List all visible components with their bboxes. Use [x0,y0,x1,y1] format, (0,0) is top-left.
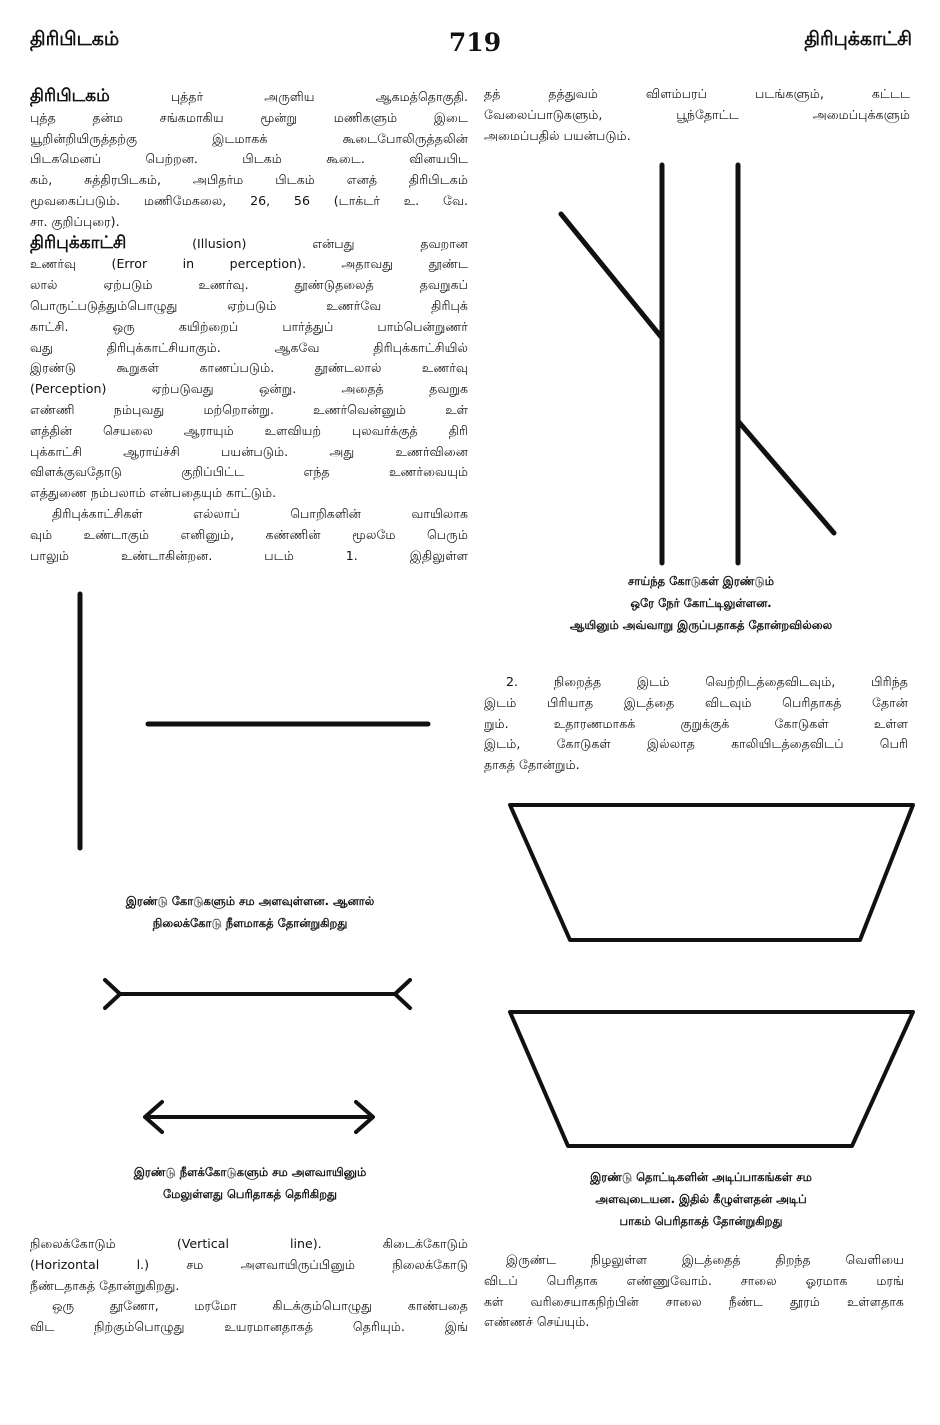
entry-text-line: உணர்வு (Error in perception). அதாவது தூண்ட [30,256,468,272]
entry-text-line: திரிபுக்காட்சிகள் எல்லாப் பொறிகளின் வாயிலாக [52,505,468,521]
entry-text-line: (Perception) ஏற்படுவது ஒன்று. அதைத் தவறுக [30,381,468,397]
upper-left-fins [105,980,120,1008]
lower-slanted-line [738,421,834,533]
entry-text-line: பொருட்படுத்தும்பொழுது ஏற்படும் உணர்வே திரிபுக் [30,297,468,313]
entry-text-line: புக்காட்சி ஆராய்ச்சி பயன்படும். அது உணர்வினை [30,443,468,459]
figure-trapezoids [510,805,913,1146]
figure-caption-arrows: இரண்டு நீளக்கோடுகளும் சம அளவாயினும் மேலுள்ளது பெரிதாகத் தெரிகிறது [133,1165,367,1201]
entry-text-line: மூவகைப்படும். மணிமேகலை, 26, 56 (டாக்டர் உ. வே. [30,192,468,208]
body-text-line: அமைப்பதில் பயன்படும். [484,127,631,143]
entry-text-line: காட்சி. ஒரு கயிற்றைப் பார்த்துப் பாம்பென்றுணர் [30,318,468,334]
entry-text-line: லால் ஏற்படும் உணர்வு. தூண்டுதலைத் தவறுகப் [30,277,468,293]
upper-slanted-line [561,214,662,338]
body-text-line: கள் வரிசையாகநிற்பின் சாலை நீண்ட தூரம் உள்ளதாக [484,1293,904,1309]
entry-text-line: ளத்தின் செயலை ஆராயும் உளவியற் புலவர்க்குத் திரி [30,422,468,438]
figure-slanted-lines [561,165,834,563]
body-text-line: ஒரு தூணோ, மரமோ கிடக்கும்பொழுது காண்பதை [52,1298,468,1314]
figure-caption-trapezoids: இரண்டு தொட்டிகளின் அடிப்பாகங்கள் சம அளவுடையன. இதில் கீழுள்ளதன் அடிப் பாகம் பெரிதாகத் தோன்றுகிறது [590,1170,812,1228]
upper-right-fins [395,980,410,1008]
body-text-line: இடம் பிரியாத இடத்தை விடவும் பெரிதாகத் தோன் [484,694,908,710]
body-text-line: 2. நிறைத்த இடம் வெற்றிடத்தைவிடவும், பிரிந்த [506,674,908,689]
figure-caption-slanted-lines: சாய்ந்த கோடுகள் இரண்டும் ஒரே நேர் கோட்டிலுள்ளன. ஆயினும் அவ்வாறு இருப்பதாகத் தோன்றவில்லை [569,574,833,632]
point-number: 2. [506,674,519,689]
body-text-line: இடம், கோடுகள் இல்லாத காலியிடத்தைவிடப் பெரி [484,736,908,752]
entry-text-line: புத்த தன்ம சங்கமாகிய மூன்று மணிகளும் இடை [30,109,468,125]
entry-illusion-line: திரிபுக்காட்சி (Illusion) என்பது தவறான [30,232,468,253]
entry-text-line: சா. குறிப்புரை). [30,213,120,229]
figure-caption-vertical-horizontal: இரண்டு கோடுகளும் சம அளவுள்ளன. ஆனால் நிலைக்கோடு நீளமாகத் தோன்றுகிறது [125,894,375,930]
body-text-line: தத் தத்துவம் விளம்பரப் படங்களும், கட்டட [484,86,910,101]
entry-text-line: எத்துணை நம்பலாம் என்பதையும் காட்டும். [30,485,277,501]
body-text-line: (Horizontal l.) சம அளவாயிருப்பினும் நிலைக்கோடு [30,1256,468,1272]
entry-text-line: இரண்டு கூறுகள் காணப்படும். தூண்டலால் உணர்வு [30,360,468,376]
running-head-left: திரிபிடகம் [30,28,120,50]
entry-text-line: பிடகமெனப் பெற்றன. பிடகம் கூடை. வினயபிட [30,151,468,167]
entry-text-line: எண்ணி நம்புவது மற்றொன்று. உணர்வென்னும் உள் [30,401,468,417]
running-head-right: திரிபுக்காட்சி [804,28,912,50]
lower-trapezoid [510,1012,913,1146]
body-text-line: றும். உதாரணமாகக் குறுக்குக் கோடுகள் உள்ள [484,715,908,731]
upper-trapezoid [510,805,913,940]
body-text-line: இருண்ட நிழலுள்ள இடத்தைத் திறந்த வெளியை [506,1252,904,1267]
entry-text-line: வும் உண்டாகும் எனினும், கண்ணின் மூலமே பெரும் [30,526,468,542]
body-text-line: விட நிற்கும்பொழுது உயரமானதாகத் தெரியும். இங் [30,1319,468,1335]
body-text-line: விடப் பெரிதாக எண்ணுவோம். சாலை ஓரமாக மரங் [484,1272,904,1288]
figure-vertical-horizontal [80,594,428,848]
entry-text-line: கம், சுத்திரபிடகம், அபிதர்ம பிடகம் எனத் திரிபிடகம் [30,172,468,188]
body-text-line: தாகத் தோன்றும். [484,757,580,773]
page-number: 719 [448,28,502,57]
body-text-line: எண்ணச் செய்யும். [484,1314,590,1330]
entry-term-illusion: திரிபுக்காட்சி [30,232,127,253]
entry-tripitaka-line: திரிபிடகம் புத்தர் அருளிய ஆகமத்தொகுதி. [30,86,468,106]
entry-text-line: பாலும் உண்டாகின்றன. படம் 1. இதிலுள்ள [30,547,468,563]
entry-text-line: வது திரிபுக்காட்சியாகும். ஆகவே திரிபுக்காட்சியில் [30,339,468,355]
entry-text-line: விளக்குவதோடு குறிப்பிட்ட எந்த உணர்வையும் [30,464,468,480]
body-text-line: வேலைப்பாடுகளும், பூந்தோட்ட அமைப்புக்களும் [484,106,910,122]
body-text-line: நீண்டதாகத் தோன்றுகிறது. [30,1277,180,1293]
figure-muller-lyer [105,980,410,1132]
entry-text-line: யூறின்றியிருத்தற்கு இடமாகக் கூடைபோலிருத்தலின் [30,130,468,146]
entry-term-tripitaka: திரிபிடகம் [30,86,110,106]
body-text-line: நிலைக்கோடும் (Vertical line). கிடைக்கோடும் [30,1236,468,1251]
